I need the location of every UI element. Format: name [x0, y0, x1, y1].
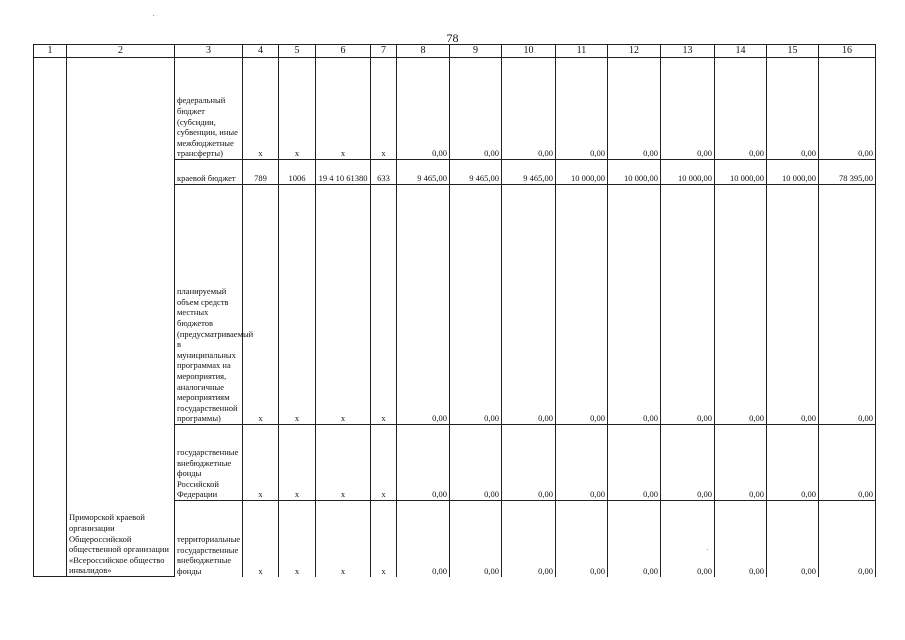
value-cell: 0,00: [608, 501, 661, 577]
value-cell: 9 465,00: [502, 160, 556, 185]
cell-c4: х: [243, 501, 279, 577]
cell-c7: х: [371, 185, 397, 425]
column-header: 5: [279, 45, 316, 58]
value-cell: 0,00: [661, 501, 715, 577]
value-cell: 0,00: [767, 425, 819, 501]
value-cell: 10 000,00: [661, 160, 715, 185]
funding-source: краевой бюджет: [175, 160, 243, 185]
cell-c6: х: [316, 185, 371, 425]
value-cell: 0,00: [556, 58, 608, 160]
cell-c6: х: [316, 501, 371, 577]
cell-c7: х: [371, 501, 397, 577]
value-cell: 0,00: [767, 501, 819, 577]
cell-c4: 789: [243, 160, 279, 185]
value-cell: 0,00: [397, 425, 450, 501]
value-cell: 0,00: [450, 58, 502, 160]
value-cell: 9 465,00: [397, 160, 450, 185]
value-cell: 0,00: [556, 185, 608, 425]
value-cell: 10 000,00: [608, 160, 661, 185]
value-cell: 0,00: [715, 425, 767, 501]
budget-table: [33, 44, 876, 577]
cell-c7: х: [371, 425, 397, 501]
value-cell: 0,00: [450, 501, 502, 577]
column-header: 7: [371, 45, 397, 58]
cell-c6: х: [316, 425, 371, 501]
value-cell: 0,00: [502, 58, 556, 160]
value-cell: 0,00: [450, 185, 502, 425]
column-header: 16: [819, 45, 876, 58]
value-cell: 0,00: [661, 185, 715, 425]
cell-c7: х: [371, 58, 397, 160]
column-header: 2: [67, 45, 175, 58]
value-cell: 9 465,00: [450, 160, 502, 185]
column-header: 13: [661, 45, 715, 58]
value-cell: 0,00: [819, 425, 876, 501]
column-header: 6: [316, 45, 371, 58]
column-header: 8: [397, 45, 450, 58]
value-cell: 10 000,00: [715, 160, 767, 185]
funding-source: федеральный бюджет (субсидии, субвенции, иные межбюджетные трансферты): [175, 58, 243, 160]
value-cell: 0,00: [767, 185, 819, 425]
value-cell: 0,00: [397, 185, 450, 425]
column-header: 15: [767, 45, 819, 58]
column-header: 11: [556, 45, 608, 58]
organization-name: Приморской краевой организации Общероссийской общественной организации «Всероссийское общество инвалидов»: [67, 58, 175, 577]
value-cell: 78 395,00: [819, 160, 876, 185]
value-cell: 0,00: [556, 425, 608, 501]
cell-c5: х: [279, 501, 316, 577]
value-cell: 0,00: [715, 501, 767, 577]
value-cell: 0,00: [715, 58, 767, 160]
value-cell: 0,00: [450, 425, 502, 501]
value-cell: 0,00: [397, 58, 450, 160]
value-cell: 0,00: [767, 58, 819, 160]
value-cell: 0,00: [661, 425, 715, 501]
cell-c4: х: [243, 185, 279, 425]
scan-speck: [153, 15, 154, 16]
cell-c5: х: [279, 425, 316, 501]
cell-c5: х: [279, 58, 316, 160]
value-cell: 0,00: [502, 425, 556, 501]
cell-c7: 633: [371, 160, 397, 185]
funding-source: планируемый объем средств местных бюджетов (предусматриваемый в муниципальных программах на мероприятия, аналогичные мероприятиям государственной программы): [175, 185, 243, 425]
funding-source: государственные внебюджетные фонды Российской Федерации: [175, 425, 243, 501]
value-cell: 0,00: [819, 58, 876, 160]
column-header: 14: [715, 45, 767, 58]
row-number-cell: [34, 58, 67, 577]
value-cell: 10 000,00: [767, 160, 819, 185]
value-cell: 0,00: [715, 185, 767, 425]
page-number: 78: [446, 31, 459, 45]
column-header: 1: [34, 45, 67, 58]
value-cell: 0,00: [608, 58, 661, 160]
cell-c5: 1006: [279, 160, 316, 185]
column-header: 10: [502, 45, 556, 58]
column-number-header-row: [34, 45, 876, 58]
cell-c6: х: [316, 58, 371, 160]
value-cell: 0,00: [502, 185, 556, 425]
column-header: 4: [243, 45, 279, 58]
cell-c4: х: [243, 425, 279, 501]
value-cell: 0,00: [661, 58, 715, 160]
value-cell: 0,00: [556, 501, 608, 577]
funding-source: территориальные государственные внебюджетные фонды: [175, 501, 243, 577]
table-row: [34, 58, 876, 160]
value-cell: 10 000,00: [556, 160, 608, 185]
value-cell: 0,00: [397, 501, 450, 577]
column-header: 3: [175, 45, 243, 58]
column-header: 12: [608, 45, 661, 58]
value-cell: 0,00: [608, 425, 661, 501]
value-cell: 0,00: [819, 501, 876, 577]
column-header: 9: [450, 45, 502, 58]
cell-c5: х: [279, 185, 316, 425]
cell-c6: 19 4 10 61380: [316, 160, 371, 185]
value-cell: 0,00: [502, 501, 556, 577]
cell-c4: х: [243, 58, 279, 160]
value-cell: 0,00: [819, 185, 876, 425]
scan-speck: [707, 549, 708, 550]
value-cell: 0,00: [608, 185, 661, 425]
